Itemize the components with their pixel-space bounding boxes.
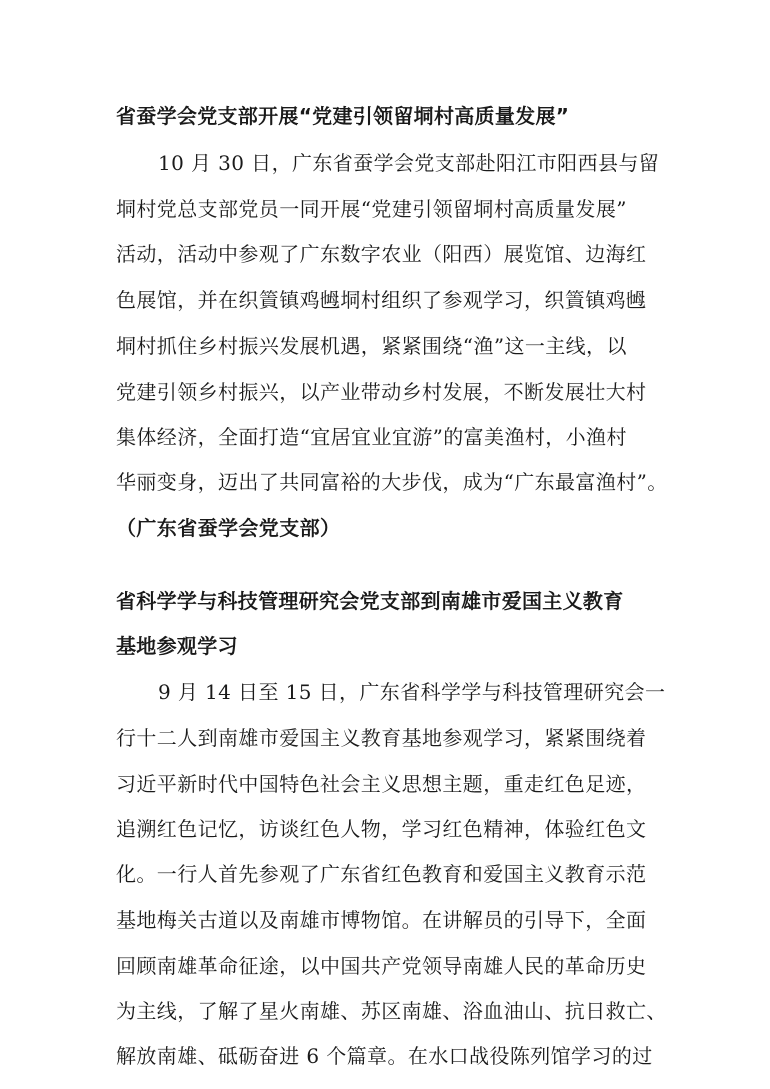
article-2-paragraph-line: 解放南雄、砥砺奋进 6 个篇章。在水口战役陈列馆学习的过 [116,1044,653,1068]
article-2-paragraph-line: 为主线，了解了星火南雄、苏区南雄、浴血油山、抗日救亡、 [116,999,667,1023]
article-1-source: （广东省蚕学会党支部） [116,516,341,540]
article-2-paragraph-line: 基地梅关古道以及南雄市博物馆。在讲解员的引导下，全面 [116,908,647,932]
article-2-paragraph-line: 回顾南雄革命征途，以中国共产党领导南雄人民的革命历史 [116,954,647,978]
article-1-paragraph-line: 垌村党总支部党员一同开展“党建引领留垌村高质量发展” [116,197,627,221]
article-2-paragraph-line: 9 月 14 日至 15 日，广东省科学学与科技管理研究会一 [158,680,666,704]
article-2-title-line-1: 省科学学与科技管理研究会党支部到南雄市爱国主义教育 [116,589,624,613]
article-1-paragraph-line: 集体经济，全面打造“宜居宜业宜游”的富美渔村，小渔村 [116,425,627,449]
article-1-paragraph-line: 垌村抓住乡村振兴发展机遇，紧紧围绕“渔”这一主线，以 [116,334,627,358]
article-2-paragraph-line: 追溯红色记忆，访谈红色人物，学习红色精神，体验红色文 [116,817,647,841]
article-1-title: 省蚕学会党支部开展“党建引领留垌村高质量发展” [116,104,570,128]
article-1-paragraph-line: 华丽变身，迈出了共同富裕的大步伐，成为“广东最富渔村”。 [116,470,668,494]
article-2-title-line-2: 基地参观学习 [116,634,238,658]
article-1-paragraph-line: 色展馆，并在织篢镇鸡乸垌村组织了参观学习，织篢镇鸡乸 [116,288,647,312]
article-1-paragraph-line: 活动，活动中参观了广东数字农业（阳西）展览馆、边海红 [116,242,647,266]
article-2-paragraph-line: 习近平新时代中国特色社会主义思想主题，重走红色足迹， [116,772,647,796]
article-1-paragraph-line: 党建引领乡村振兴，以产业带动乡村发展，不断发展壮大村 [116,380,647,404]
article-1-paragraph-line: 10 月 30 日，广东省蚕学会党支部赴阳江市阳西县与留 [158,151,660,175]
article-2-paragraph-line: 化。一行人首先参观了广东省红色教育和爱国主义教育示范 [116,862,647,886]
article-2-paragraph-line: 行十二人到南雄市爱国主义教育基地参观学习，紧紧围绕着 [116,726,647,750]
